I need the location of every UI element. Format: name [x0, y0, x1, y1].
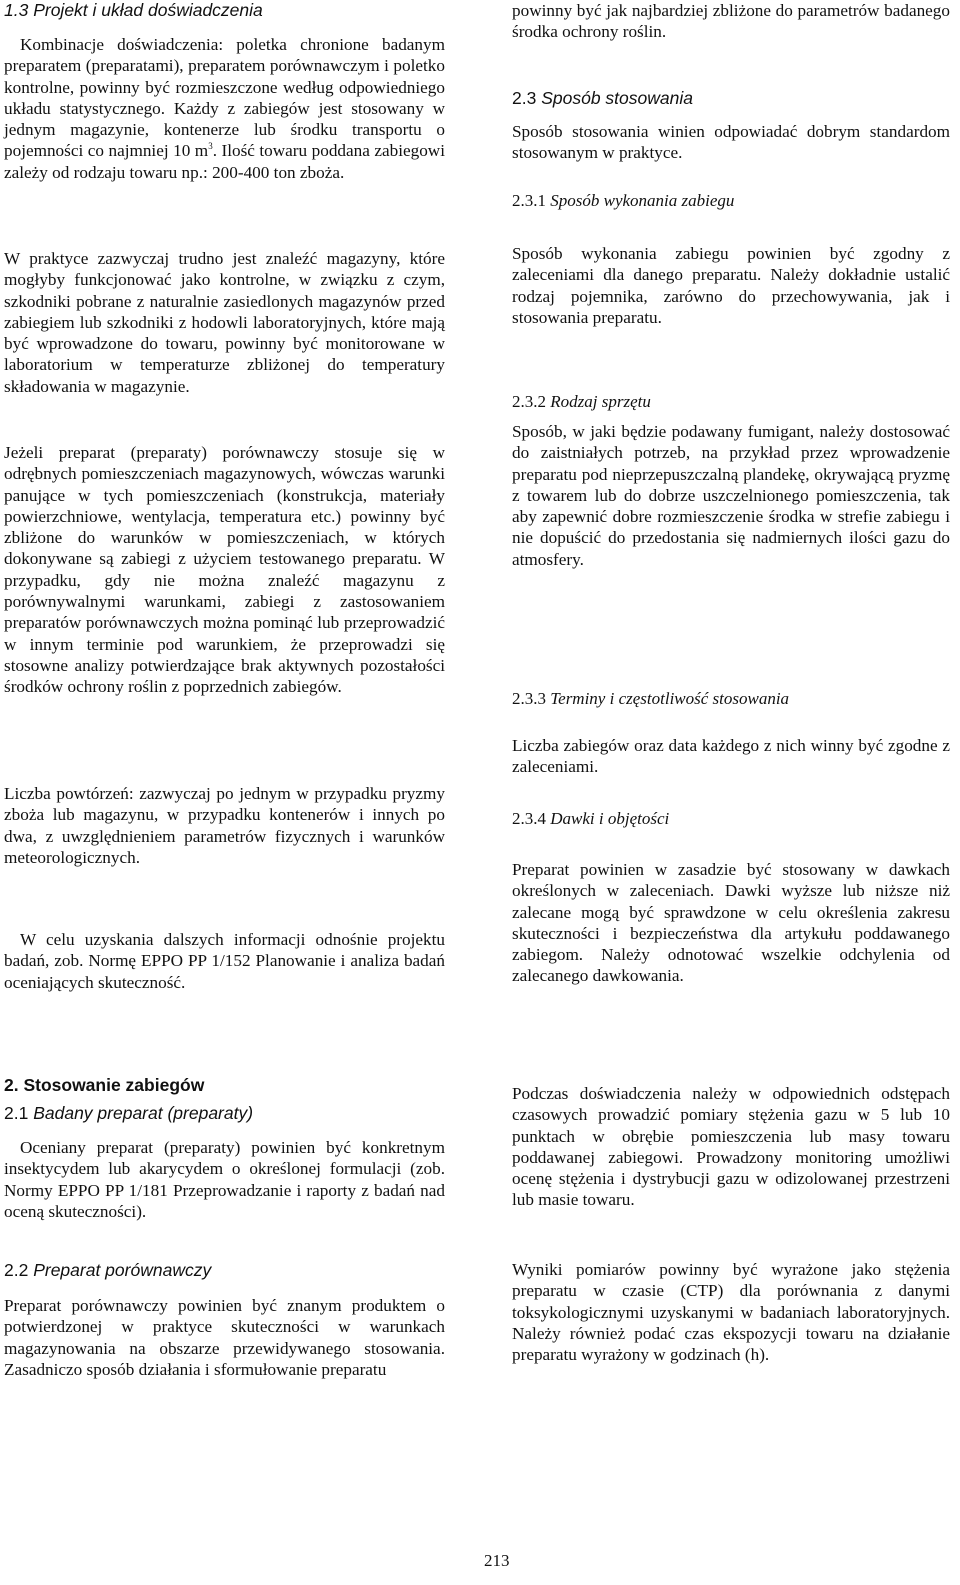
heading-number: 2.3.2 [512, 392, 546, 411]
paragraph-timing [512, 735, 950, 778]
heading-number: 2.2 [4, 1260, 29, 1280]
section-heading-2: 2. Stosowanie zabiegów [4, 1075, 205, 1095]
heading-text: Dawki i objętości [550, 809, 670, 828]
section-heading-2-3 [512, 88, 693, 109]
paragraph-reference-product-rooms [4, 442, 445, 698]
heading-text: Sposób stosowania [541, 88, 693, 108]
paragraph-further-info [4, 929, 445, 993]
heading-number: 1.3 [4, 0, 29, 20]
paragraph-measurements [512, 1083, 950, 1211]
paragraph-text: Liczba zabiegów oraz data każdego z nich winny być zgodne z zaleceniami. [512, 736, 950, 777]
heading-number: 2.3.4 [512, 809, 546, 828]
paragraph-equipment [512, 421, 950, 570]
paragraph-text: Preparat porównawczy powinien być znanym produktem o potwierdzonej w praktyce skuteczności w warunkach magazynowania na obszarze przewidywanego stosowania. Zasadniczo sposób działania i sformułowanie preparatu [4, 1296, 445, 1379]
heading-text: Projekt i układ doświadczenia [33, 0, 263, 20]
section-heading-2-3-1 [512, 190, 734, 211]
section-heading-2-1 [4, 1103, 253, 1124]
paragraph-reference-product [4, 1295, 445, 1380]
paragraph-text: Jeżeli preparat (preparaty) porównawczy stosuje się w odrębnych pomieszczeniach magazynowych, wówczas warunki panujące w tych pomieszczeniach (konstrukcja, materiały powierzchniowe, wentylacja, temperatura etc.) powinny być zbliżone do warunków w pomieszczeniach, w których dokonywane są zabiegi z użyciem testowanego preparatu. W przypadku, gdy nie można znaleźć magazynu z porównywalnymi warunkami, zabiegi z zastosowaniem preparatów porównawczych można pominąć lub przeprowadzić w innym terminie pod warunkiem, że przeprowadzi się stosowne analizy potwierdzające brak aktywnych pozostałości środków ochrony roślin z poprzednich zabiegów. [4, 443, 445, 697]
paragraph-text: powinny być jak najbardziej zbliżone do parametrów badanego środka ochrony roślin. [512, 1, 950, 42]
section-heading-2-2 [4, 1260, 211, 1281]
paragraph-text: Wyniki pomiarów powinny być wyrażone jako stężenia preparatu w czasie (CTP) dla porównania z danymi toksykologicznymi uzyskanymi w badaniach laboratoryjnych. Należy również podać czas ekspozycji towaru na działanie preparatu wyrażony w godzinach (h). [512, 1260, 950, 1365]
paragraph-text: Liczba powtórzeń: zazwyczaj po jednym w przypadku pryzmy zboża lub magazynu, w przypadku kontenerów i innych po dwa, z uwzględnieniem parametrów fizycznych i warunków meteorologicznych. [4, 784, 445, 867]
paragraph-control-stores [4, 248, 445, 397]
paragraph-treatment-method [512, 243, 950, 328]
paragraph-text: Oceniany preparat (preparaty) powinien być konkretnym insektycydem lub akarycydem o określonej formulacji (zob. Normy EPPO PP 1/181 Przeprowadzanie i raporty z badań nad oceną skuteczności). [4, 1138, 445, 1221]
heading-number: 2.3 [512, 88, 537, 108]
paragraph-test-product [4, 1137, 445, 1222]
page-number: 213 [484, 1551, 510, 1570]
heading-number: 2.3.3 [512, 689, 546, 708]
heading-text: Badany preparat (preparaty) [33, 1103, 254, 1123]
heading-number: 2.1 [4, 1103, 29, 1123]
heading-text: Sposób wykonania zabiegu [550, 191, 735, 210]
paragraph-text: W celu uzyskania dalszych informacji odnośnie projektu badań, zob. Normę EPPO PP 1/152 Planowanie i analiza badań oceniających skuteczność. [4, 930, 445, 992]
section-heading-2-3-2 [512, 391, 651, 412]
section-heading-2-3-4 [512, 808, 669, 829]
paragraph-design [4, 34, 445, 183]
paragraph-text: Podczas doświadczenia należy w odpowiednich odstępach czasowych prowadzić pomiary stężenia gazu w 5 lub 10 punktach w obrębie pomieszczenia lub masy towaru poddawanej zabiegowi. Prowadzony monitoring umożliwi ocenę stężenia i dystrybucji gazu w odizolowanej przestrzeni lub masie towaru. [512, 1084, 950, 1210]
paragraph-text: Sposób wykonania zabiegu powinien być zgodny z zaleceniami dla danego preparatu. Należy dokładnie ustalić rodzaj pojemnika, zarówno do przechowywania, jak i stosowania preparatu. [512, 244, 950, 327]
paragraph-results [512, 1259, 950, 1365]
section-heading-2-3-3 [512, 688, 789, 709]
heading-number: 2.3.1 [512, 191, 546, 210]
paragraph-text: W praktyce zazwyczaj trudno jest znaleźć magazyny, które mogłyby funkcjonować jako kontrolne, w związku z czym, szkodniki pobrane z naturalnie zasiedlonych magazynów przed zabiegiem lub szkodniki z hodowli laboratoryjnych, które mają być wprowadzone do towaru, powinny być monitorowane w laboratorium w temperaturze zbliżonej do temperatury składowania w magazynie. [4, 249, 445, 396]
paragraph-doses [512, 859, 950, 987]
paragraph-text: Preparat powinien w zasadzie być stosowany w dawkach określonych w zaleceniach. Dawki wyższe lub niższe niż zalecane mogą być sprawdzone w celu określenia zakresu skuteczności i bezpieczeństwa dla artykułu poddawanego zabiegom. Należy odnotować wszelkie odchylenia od zalecanego dawkowania. [512, 860, 950, 986]
paragraph-continued [512, 0, 950, 43]
heading-text: Preparat porównawczy [33, 1260, 212, 1280]
paragraph-text: Kombinacje doświadczenia: poletka chronione badanym preparatem (preparatami), preparatem porównawczym i poletko kontrolne, powinny być rozmieszczone według odpowiedniego układu statystycznego. Każdy z zabiegów jest stosowany w jednym magazynie, kontenerze lub środku transportu o pojemności co najmniej 10 $m^3$. Ilość towaru poddana zabiegowi zależy od rodzaju towaru np.: 200-400 ton zboża. [4, 35, 445, 182]
paragraph-replicates [4, 783, 445, 868]
paragraph-application-method [512, 121, 950, 164]
superscript: 3 [208, 141, 213, 152]
heading-text: Terminy i częstotliwość stosowania [550, 689, 790, 708]
paragraph-text: Sposób, w jaki będzie podawany fumigant, należy dostosować do zaistniałych potrzeb, na przykład przez wprowadzenie preparatu pod nieprzepuszczalną plandekę, okrywającą pryzmę z towarem lub do dobrze uszczelnionego pomieszczenia, tak aby zapewnić dobre rozmieszczenie środka w strefie zabiegu i nie dopuścić do przedostania się nadmiernych ilości gazu do atmosfery. [512, 422, 950, 569]
paragraph-text: Sposób stosowania winien odpowiadać dobrym standardom stosowanym w praktyce. [512, 122, 950, 163]
section-heading-1-3 [4, 0, 263, 21]
heading-text: Rodzaj sprzętu [550, 392, 651, 411]
